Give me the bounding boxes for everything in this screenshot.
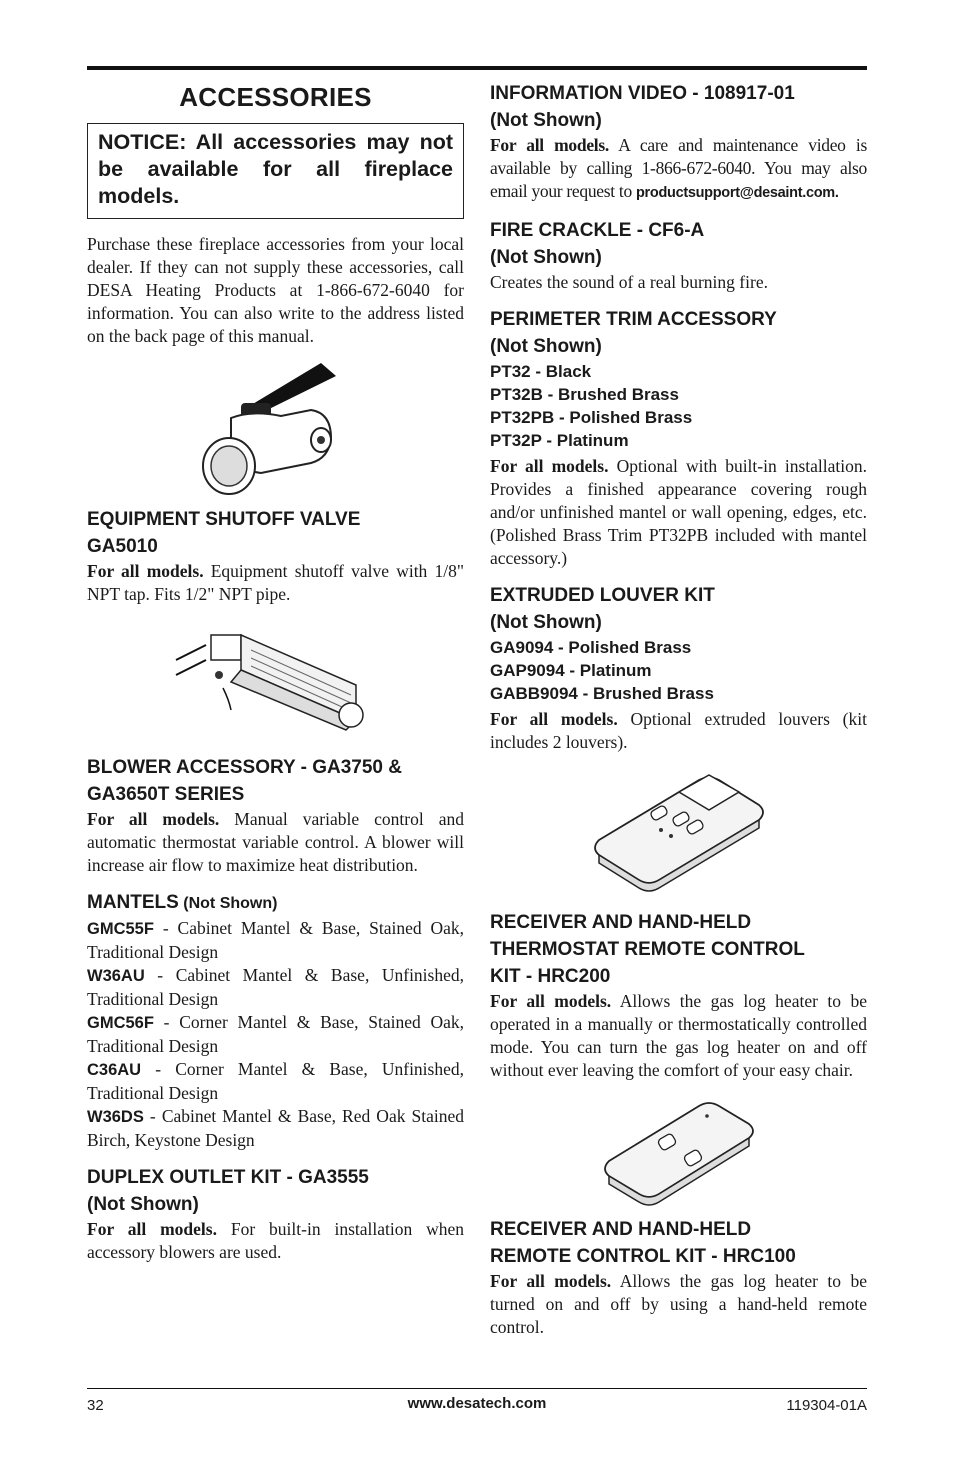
hrc100-heading-2: REMOTE CONTROL KIT - HRC100 (490, 1246, 796, 1267)
mantels-heading-small: (Not Shown) (178, 895, 278, 912)
trim-option: PT32 - Black (490, 362, 592, 381)
mantel-code: GMC55F (87, 920, 154, 938)
blower-heading-1: BLOWER ACCESSORY - GA3750 & (87, 757, 402, 778)
crackle-description: Creates the sound of a real burning fire. (490, 272, 768, 292)
mantel-desc: Cabinet Mantel & Base, Stained Oak, Traditional Design (87, 918, 465, 962)
mantel-item (87, 1105, 464, 1152)
video-text: A care and maintenance video is available by calling 1-866-672-6040. You may also email your request to (490, 135, 867, 201)
crackle-heading-1: FIRE CRACKLE - CF6-A (490, 220, 705, 241)
hrc100-heading-1: RECEIVER AND HAND-HELD (490, 1219, 752, 1240)
louver-option: GA9094 - Polished Brass (490, 638, 692, 657)
hand-held-remote-illustration (599, 1096, 759, 1206)
hrc100-description (490, 1270, 867, 1339)
duplex-heading-1: DUPLEX OUTLET KIT - GA3555 (87, 1167, 369, 1188)
louver-heading-2: (Not Shown) (490, 612, 602, 633)
crackle-heading-2: (Not Shown) (490, 247, 602, 268)
valve-heading-2: GA5010 (87, 536, 158, 557)
mantels-list (87, 917, 464, 1152)
mantel-desc: Cabinet Mantel & Base, Unfinished, Traditional Design (87, 965, 465, 1009)
mantel-code: W36DS (87, 1108, 144, 1126)
hrc200-heading-2: THERMOSTAT REMOTE CONTROL (490, 939, 805, 960)
trim-text: Optional with built-in installation. Provides a finished appearance covering rough and/or unfinished mantel or wall opening, edges, etc. (Polished Brass Trim PT32PB included with mantel accessory.) (490, 456, 867, 568)
left-column (87, 80, 464, 1264)
trim-option: PT32PB - Polished Brass (490, 408, 693, 427)
video-heading-1: INFORMATION VIDEO - 108917-01 (490, 83, 795, 104)
louver-description (490, 708, 867, 754)
louver-option: GABB9094 - Brushed Brass (490, 684, 714, 703)
blower-text: Manual variable control and automatic thermostat variable control. A blower will increase air flow to maximize heat distribution. (87, 809, 464, 875)
hrc200-heading-3: KIT - HRC200 (490, 966, 611, 987)
mantels-heading (87, 889, 464, 917)
blower-heading-2: GA3650T SERIES (87, 784, 245, 805)
mantel-desc: Corner Mantel & Base, Stained Oak, Traditional Design (87, 1012, 464, 1056)
duplex-heading-2: (Not Shown) (87, 1194, 199, 1215)
page-number: 32 (87, 1397, 104, 1414)
footer-website-link[interactable]: www.desatech.com (407, 1395, 547, 1412)
mantel-code: C36AU (87, 1061, 142, 1079)
mantel-code: GMC56F (87, 1014, 154, 1032)
right-column (490, 80, 867, 1339)
duplex-description (87, 1218, 464, 1264)
duplex-lead: For all models. (87, 1219, 217, 1239)
trim-heading-1: PERIMETER TRIM ACCESSORY (490, 309, 777, 330)
mantel-sep: - (153, 1012, 180, 1032)
valve-description (87, 560, 464, 606)
shutoff-valve-illustration (201, 358, 351, 498)
document-number: 119304-01A (786, 1397, 867, 1414)
mantel-sep: - (143, 1106, 162, 1126)
trim-lead: For all models. (490, 456, 609, 476)
valve-text: Equipment shutoff valve with 1/8" NPT tap. Fits 1/2" NPT pipe. (87, 561, 464, 604)
page-title: ACCESSORIES (179, 82, 372, 112)
mantel-desc: Cabinet Mantel & Base, Red Oak Stained Birch, Keystone Design (87, 1106, 465, 1150)
blower-lead: For all models. (87, 809, 220, 829)
video-description (490, 134, 867, 205)
hrc100-text: Allows the gas log heater to be turned on and off by using a hand-held remote control. (490, 1271, 867, 1337)
louver-heading-1: EXTRUDED LOUVER KIT (490, 585, 715, 606)
louver-text: Optional extruded louvers (kit includes 2 louvers). (490, 709, 867, 752)
mantel-item (87, 964, 464, 1011)
duplex-text: For built-in installation when accessory blowers are used. (87, 1219, 464, 1262)
support-email: productsupport@desaint.com. (636, 185, 839, 201)
mantel-sep: - (153, 918, 178, 938)
louver-lead: For all models. (490, 709, 618, 729)
trim-heading-2: (Not Shown) (490, 336, 602, 357)
mantel-item (87, 1011, 464, 1058)
valve-heading-1: EQUIPMENT SHUTOFF VALVE (87, 509, 361, 530)
page-footer (87, 1388, 867, 1414)
intro-paragraph: Purchase these fireplace accessories from your local dealer. If they can not supply these accessories, call DESA Heating Products at 1-866-672-6040 for information. You can also write to the address listed on the back page of this manual. (87, 234, 464, 346)
trim-description (490, 455, 867, 570)
mantel-sep: - (144, 965, 176, 985)
hrc100-lead: For all models. (490, 1271, 612, 1291)
mantels-heading-text: MANTELS (87, 892, 179, 913)
trim-option: PT32B - Brushed Brass (490, 385, 679, 404)
mantel-item (87, 917, 464, 964)
hrc200-text: Allows the gas log heater to be operated in a manually or thermostatically controlled mode. You can turn the gas log heater on and off without ever leaving the comfort of your easy chair. (490, 991, 867, 1080)
hrc200-lead: For all models. (490, 991, 612, 1011)
mantel-item (87, 1058, 464, 1105)
valve-lead: For all models. (87, 561, 204, 581)
thermostat-remote-illustration (589, 770, 769, 895)
hrc200-heading-1: RECEIVER AND HAND-HELD (490, 912, 752, 933)
video-lead: For all models. (490, 135, 609, 155)
trim-option: PT32P - Platinum (490, 431, 629, 450)
top-rule (87, 66, 867, 70)
video-heading-2: (Not Shown) (490, 110, 602, 131)
blower-illustration (171, 620, 381, 740)
mantel-code: W36AU (87, 967, 145, 985)
blower-description (87, 808, 464, 877)
mantel-sep: - (141, 1059, 176, 1079)
mantel-desc: Corner Mantel & Base, Unfinished, Traditional Design (87, 1059, 464, 1103)
notice-box: NOTICE: All accessories may not be available for all fireplace models. (87, 123, 464, 219)
hrc200-description (490, 990, 867, 1082)
louver-option: GAP9094 - Platinum (490, 661, 652, 680)
